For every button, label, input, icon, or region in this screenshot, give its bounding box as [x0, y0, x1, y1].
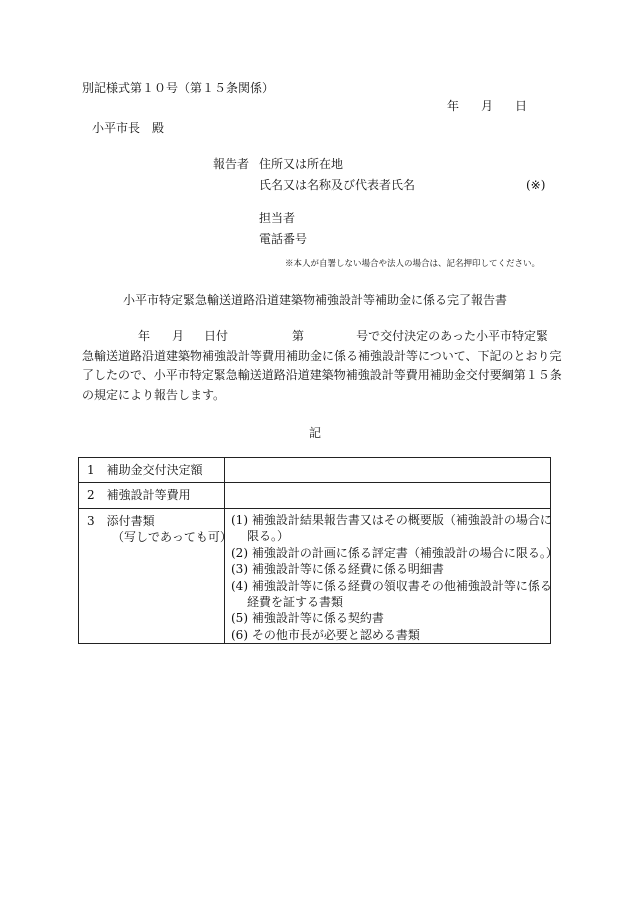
date-day-label: 日	[515, 99, 528, 113]
body-dai: 第	[292, 329, 305, 343]
addressee: 小平市長 殿	[92, 121, 165, 135]
body-line: 急輸送道路沿道建築物補強設計等費用補助金に係る補強設計等について、下記のとおり完	[82, 348, 562, 363]
list-item: (1) 補強設計結果報告書又はその概要版（補強設計の場合に	[231, 513, 552, 527]
table-row	[79, 458, 551, 483]
item-label: 補強設計等費用	[106, 488, 191, 502]
list-item-continuation: 限る。）	[247, 529, 290, 544]
table-row	[79, 483, 551, 509]
date-year-label: 年	[447, 99, 460, 113]
reporter-name-label: 氏名又は名称及び代表者氏名	[259, 178, 416, 192]
list-item-continuation: 経費を証する書類	[247, 595, 344, 610]
reporter-label: 報告者	[213, 157, 250, 171]
design-cost-field[interactable]	[225, 483, 551, 509]
date-month-label: 月	[481, 99, 494, 113]
item-number: 2	[87, 488, 95, 502]
body-line: 了したので、小平市特定緊急輸送道路沿道建築物補強設計等費用補助金交付要綱第１５条	[82, 368, 562, 382]
body-line: の規定により報告します。	[82, 387, 226, 402]
body-line1-tail: 号で交付決定のあった小平市特定緊	[356, 329, 548, 343]
list-item: (6) その他市長が必要と認める書類	[231, 627, 420, 642]
reporter-address-label: 住所又は所在地	[259, 157, 344, 171]
table-cell	[79, 483, 225, 509]
list-item: (3) 補強設計等に係る経費に係る明細書	[231, 562, 444, 577]
grant-amount-field[interactable]	[225, 458, 551, 483]
list-item: (2) 補強設計の計画に係る評定書（補強設計の場合に限る。）	[231, 545, 558, 560]
item-label: 補助金交付決定額	[106, 463, 203, 477]
list-item: (4) 補強設計等に係る経費の領収書その他補強設計等に係る	[231, 578, 552, 593]
contact-person-label: 担当者	[259, 211, 296, 225]
body-month: 月	[172, 329, 185, 343]
item-label: 添付書類	[106, 514, 155, 528]
document-title: 小平市特定緊急輸送道路沿道建築物補強設計等補助金に係る完了報告書	[122, 293, 507, 307]
body-day: 日付	[204, 329, 229, 343]
body-year: 年	[138, 329, 151, 343]
table-cell	[79, 509, 232, 644]
body-paragraph	[82, 327, 562, 405]
report-date	[447, 98, 527, 114]
form-number: 別記様式第１０号（第１５条関係）	[82, 81, 275, 95]
list-item: (5) 補強設計等に係る契約書	[231, 611, 384, 626]
item-sublabel: （写しであっても可）	[112, 530, 232, 544]
attachments-cell	[225, 509, 558, 644]
body-line	[82, 327, 552, 347]
phone-number-label: 電話番号	[259, 232, 308, 246]
table-row	[79, 509, 551, 644]
table-cell	[79, 458, 225, 483]
seal-mark: (※)	[526, 178, 546, 192]
report-table	[78, 457, 558, 644]
ki-heading: 記	[308, 426, 321, 440]
item-number: 3	[87, 514, 95, 528]
seal-note: ※本人が自署しない場合や法人の場合は、記名押印してください。	[285, 259, 541, 269]
item-number: 1	[87, 463, 95, 477]
